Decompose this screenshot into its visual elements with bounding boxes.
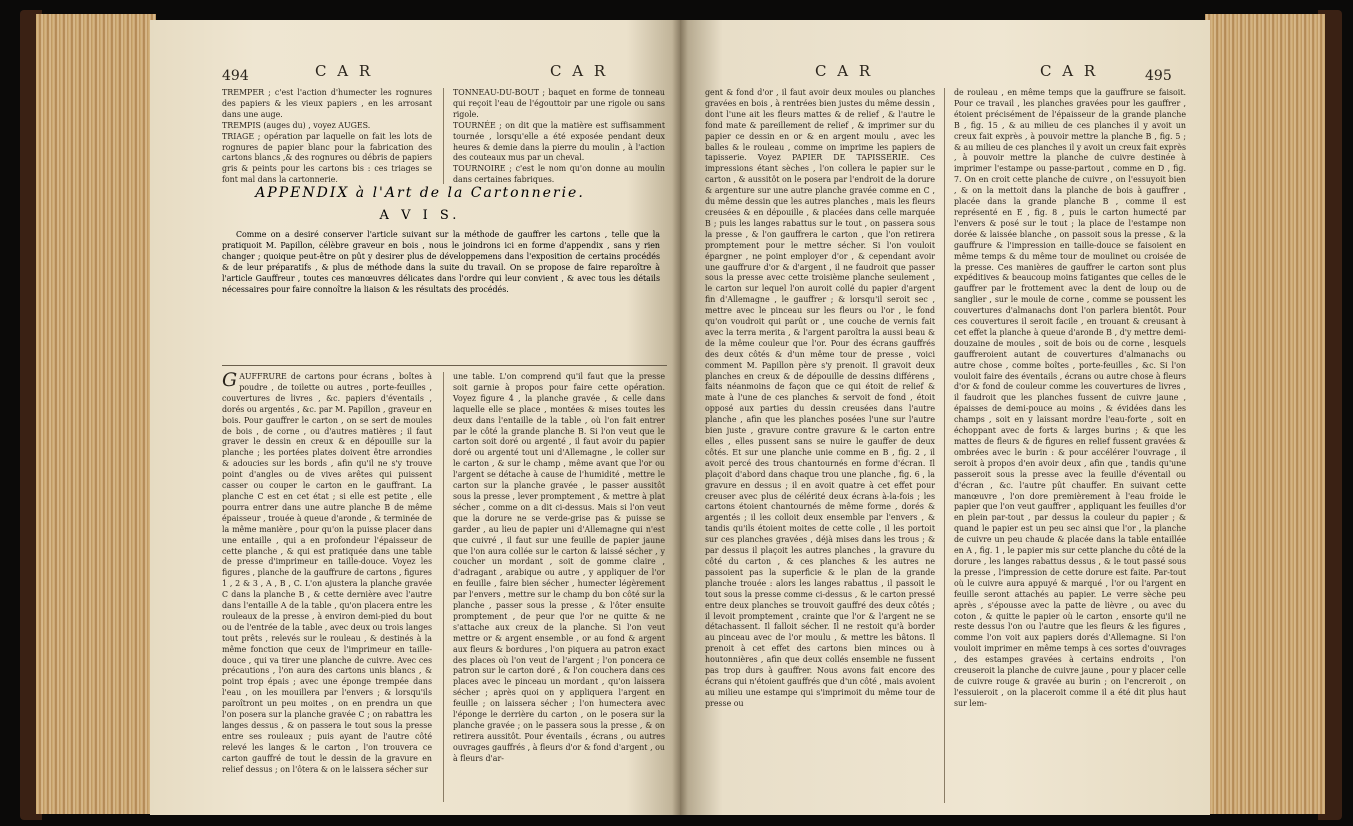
column-divider xyxy=(443,88,444,184)
left-column-2-entries xyxy=(453,88,665,186)
right-column-1-text: gent & fond d'or , il faut avoir deux moules ou planches gravées en bois , à rentrées bien justes du même dessin , dont l'une ait les fleurs mattes & de relief , & l'autre le fond mate & pareillement de relief , & imprimer sur du papier ce dessin en or & en argent moulu , avec les balles & le rouleau , comme on imprime les papiers de tapisserie. Voyez PAPIER DE TAPISSERIE. Ces impressions étant sèches , l'on collera le papier sur le carton , & aussitôt on le posera par l'endroit de la dorure & argenture sur une autre planche gravée comme en C , du même dessin que les autres planches , mais les fleurs creusées & en dépouille , & placées dans celle marquée B ; puis les langes rabattus sur le tout , on passera sous la presse , & l'on gauffrera le carton , que l'on retirera promptement pour le mettre sécher. Si l'on vouloit épargner , ne point employer d'or , & cependant avoir une gauffrure d'or & d'argent , il ne faudroit que passer sous la presse avec cette troisième planche seulement , le carton sur lequel l'on auroit collé du papier d'argent fin d'Allemagne , le gauffrer ; & lorsqu'il seroit sec , mettre avec le pinceau sur les fleurs ou l'or , le fond qu'on voudroit qui parût or , une couche de vernis fait avec la terra merita , & l'argent paroîtra la aussi beau & de la même couleur que l'or. Pour des écrans gauffrés des deux côtés & d'un même tour de presse , voici comment M. Papillon père s'y prenoit. Il gravoit deux planches en creux & de dépouille de dessins différens , faits néanmoins de façon que ce qui étoit de relief & mate à l'une de ces planches & servoit de fond , étoit opposé aux parties du dessin creusées dans l'autre planche , afin que les planches posées l'une sur l'autre bien juste , gravure contre gravure & le carton entre elles , elles pussent sans se nuire le gauffer de deux côtés. Et sur une planche unie comme en B , fig. 2 , il avoit percé des trous chantournés en forme d'écran. Il plaçoit d'abord dans chaque trou une planche , fig. 6 , la gravure en dessus ; il en avoit quatre à cet effet pour creuser avec plus de célérité deux écrans à-la-fois ; les cartons étoient chantournés de même forme , dorés & argentés ; il les colloit deux ensemble par l'envers , & tandis qu'ils étoient moites de cette colle , il les portoit sur ces planches gravées , déjà mises dans les trous ; & par dessus il plaçoit les autres planches , la gravure du côté du carton , & ces planches & les autres ne passoient pas la superficie & le plan de la grande planche trouée : alors les langes rabattus , il passoit le tout sous la presse comme ci-dessus , & le carton pressé entre deux planches se trouvoit gauffré des deux côtés ; il levoit promptement , crainte que l'or & l'argent ne se détachassent. Il falloit sécher. Il ne restoit qu'à border au pinceau avec de l'or moulu , & mettre les bâtons. Il prenoit à cet effet des cartons bien minces ou à houtonnières , afin que deux collés ensemble ne fussent pas trop durs à gauffrer. Nous avons fait encore des écrans qui n'étoient gauffrés que d'un côté , mais avoient au milieu une estampe qui s'imprimoit du même tour de presse ou xyxy=(705,88,935,708)
page-number-right: 495 xyxy=(1145,68,1172,84)
entry-trempis: TREMPIS (auges du) , voyez AUGES. xyxy=(222,120,371,130)
page-edges-right xyxy=(1205,14,1325,814)
appendix-title: APPENDIX à l'Art de la Cartonnerie. xyxy=(255,185,585,201)
avis-heading: A V I S. xyxy=(379,208,461,223)
gauffrure-text-part1: AUFFRURE de cartons pour écrans , boîtes à poudre , de toilette ou autres , porte-feuilles , couvertures de livres , &c. papiers d'éventails , dorés ou argentés , &c. par M. Papillon , graveur en bois. Pour gauffrer le carton , on se sert de moules de bois , de corne , ou d'autres matières ; il faut graver le dessin en creux & en dépouille sur la planche ; les portées plates doivent être arrondies & adoucies sur les bords , afin qu'il ne s'y trouve point d'angles ou de vives arêtes qui puissent casser ou couper le carton en le gauffrant. La planche C est en cet état ; si elle est petite , elle pourra entrer dans une autre planche B de même épaisseur , trouée à queue d'aronde , & terminée de la même manière , pour qu'on la puisse placer dans une entaille , qui a en profondeur l'épaisseur de cette planche , & qui est pratiquée dans une table de presse d'imprimeur en taille-douce. Voyez les figures , planche de la gauffrure de cartons , figures 1 , 2 & 3 , A , B , C. L'on ajustera la planche gravée C dans la planche B , & cette dernière avec l'autre dans l'entaille A de la table , qu'on placera entre les rouleaux de la presse , à environ demi-pied du bout ou de l'entrée de la table , avec deux ou trois langes tout prêts , relevés sur le rouleau , & destinés à la même fonction que ceux de l'imprimeur en taille-douce , qui va tirer une planche de cuivre. Avec ces précautions , l'on aura des cartons unis blancs , & point trop épais ; avec une éponge trempée dans l'eau , on les mouillera par l'envers ; & lorsqu'ils paroîtront un peu moites , on en prendra un que l'on posera sur la planche gravée C ; on rabattra les langes dessus , & on passera le tout sous la presse entre ses rouleaux ; puis ayant de l'autre côté relevé les langes & le carton , l'on trouvera ce carton gauffré de tout le dessin de la gravure en relief dessus ; on l'ôtera & on le laissera sécher sur xyxy=(222,372,432,774)
running-header-left-col1: C A R xyxy=(315,62,374,80)
entry-tremper: TREMPER ; c'est l'action d'humecter les rognures des papiers & les vieux papiers , en les arrosant dans une auge. xyxy=(222,88,432,119)
column-divider xyxy=(443,372,444,802)
avis-paragraph: Comme on a desiré conserver l'article suivant sur la méthode de gauffrer les cartons , telle que la pratiquoit M. Papillon, célèbre graveur en bois , nous le joindrons ici en forme d'appendix , sans y rien changer ; quoique peut-être on pût y desirer plus de développemens dans l'exposition de certains procédés & de leur préparatifs , & plus de méthode dans la suite du travail. On se propose de faire reparoître à l'article Gauffreur , toutes ces manœuvres délicates dans l'ordre qui leur convient , & avec tous les détails nécessaires pour faire connoître la liaison & les résultats des procédés. xyxy=(222,230,660,294)
page-number-left: 494 xyxy=(222,68,249,84)
left-page xyxy=(150,20,680,815)
gauffrure-text-part2: une table. L'on comprend qu'il faut que la presse soit garnie à propos pour faire cette opération. Voyez figure 4 , la planche gravée , & celle dans laquelle elle se place , montées & mises toutes les deux dans l'entaille de la table , où l'on fait entrer par le côté la grande planche B. Si l'on veut que le carton soit doré ou argenté , il faut avoir du papier doré ou argenté tout uni d'Allemagne , le coller sur le carton , & sur le champ , même avant que l'or ou l'argent se détache à cause de l'humidité , mettre le carton sur la planche gravée , le passer aussitôt sous la presse , lever promptement , & mettre à plat sécher , comme on a dit ci-dessus. Mais si l'on veut que la dorure ne se verde-grise pas & puisse se garder , au lieu de papier uni d'Allemagne qui n'est que cuivré , il faut sur une feuille de papier jaune que l'on aura collée sur le carton & laissé sécher , y coucher un mordant , soit de gomme claire , d'adragant , arabique ou autre , y appliquer de l'or en feuille , faire bien sécher , humecter légèrement par l'envers , mettre sur le champ du bon côté sur la planche , passer sous la presse , & l'ôter ensuite promptement , de peur que l'or ne quitte & ne s'attache aux creux de la planche. Si l'on veut mettre or & argent ensemble , or au fond & argent aux fleurs & bordures , l'on piquera au patron exact des places où l'on veut de l'argent ; l'on poncera ce patron sur le carton doré , & l'on couchera dans ces places avec le pinceau un mordant , qu'on laissera sécher ; après quoi on y appliquera l'argent en feuille ; on laissera sécher ; l'on humectera avec l'éponge le derrière du carton , on le posera sur la planche gravée ; on le passera sous la presse , & on retirera aussitôt. Pour éventails , écrans , ou autres ouvrages gauffrés , à fleurs d'or & fond d'argent , ou à fleurs d'ar- xyxy=(453,372,665,763)
column-divider xyxy=(944,88,945,803)
entry-triage: TRIAGE ; opération par laquelle on fait les lots de rognures de papier blanc pour la fabrication des cartons blancs ,& des rognures ou débris de papiers gris & peints pour les cartons bis : ces triages se font mal dans la cartonnerie. xyxy=(222,131,432,185)
left-column-4-gauffrure xyxy=(453,372,665,765)
running-header-right-col1: C A R xyxy=(815,62,874,80)
entry-tournoire: TOURNOIRE ; c'est le nom qu'on donne au moulin dans certaines fabriques. xyxy=(453,164,665,185)
book-gutter xyxy=(672,20,688,815)
section-rule xyxy=(222,365,667,366)
left-column-3-gauffrure xyxy=(222,369,432,776)
right-column-2-text: de rouleau , en même temps que la gauffrure se faisoit. Pour ce travail , les planches gravées pour les gauffrer , étoient précisément de l'épaisseur de la grande planche B , fig. 15 , & au milieu de ces planches il y avoit un creux fait exprès , à pouvoir mettre la planche B , fig. 5 ; & au milieu de ces planches il y avoit un creux fait exprès , à pouvoir mettre la planche de cuivre destinée à imprimer l'estampe ou passe-partout , comme en D , fig. 7. On en croit cette planche de cuivre , on l'essuyoit bien , & on la mettoit dans la planche de bois à gauffrer , placée dans la grande planche B , comme il est représenté en E , fig. 8 , puis le carton humecté par l'envers & posé sur le tout ; la place de l'estampe non dorée & laissée blanche , on passoit sous la presse , & la gauffrure & l'impression en taille-douce se faisoient en même temps & du même tour de moulinet ou croisée de la presse. Ces manières de gauffrer le carton sont plus expéditives & beaucoup moins fatigantes que celles de le gauffrer par le frottement avec la dent de loup ou de sanglier , sur le moule de corne , comme se poussent les couvertures d'almanachs dont l'on parlera bientôt. Pour ces couvertures il seroit facile , en trouant & creusant à cet effet la planche à queue d'aronde B , d'y mettre demi-douzaine de moules , soit de bois ou de corne , lesquels gauffreroient autant de couvertures d'almanachs ou autre chose , comme boîtes , porte-feuilles , &c. Si l'on vouloit faire des éventails , écrans ou autre chose à fleurs d'or & fond de couleur comme les couvertures de livres , il faudroit que les planches fussent de cuivre jaune , épaisses de demi-pouce au moins , & évidées dans les champs , soit en y laissant mordre l'eau-forte , soit en échoppant avec de forts & larges burins ; & que les mattes de fleurs & de figures en relief fussent gravées & ombrées avec le burin : & pour accélérer l'ouvrage , il seroit à propos d'en avoir deux , afin que , tandis qu'une passeroit sous la presse avec la feuille d'éventail ou d'écran , &c. l'autre pût chauffer. En suivant cette manœuvre , l'on dore premièrement à l'eau froide le papier que l'on veut gauffrer , appliquant les feuilles d'or en plein par-tout , par dessus la couleur du papier ; & quand le papier est un peu sec ainsi que l'or , la planche de cuivre un peu chaude & placée dans la table entaillée en A , fig. 1 , le papier mis sur cette planche du côté de la dorure , les langes rabattus dessus , & le tout passé sous la presse , l'impression de cette dorure est faite. Par-tout où le cuivre aura appuyé & marqué , l'or ou l'argent en feuille seront attachés au papier. Le verre sèche peu après , s'épousse avec la patte de lièvre , ou avec du coton , & quitte le papier où le carton , ensorte qu'il ne reste dessus l'on ou l'autre que les fleurs & les figures , comme l'on voit aux papiers dorés d'Allemagne. Si l'on vouloit imprimer en même temps à ces sortes d'ouvrages , des estampes gravées à certains endroits , l'on creuseroit la planche de cuivre jaune , pour y placer celle de cuivre rouge & gravée au burin ; on l'encreroit , on l'essuieroit , on la placeroit comme il a été dit plus haut sur lem- xyxy=(954,88,1186,708)
page-edges-left xyxy=(36,14,156,814)
right-column-2 xyxy=(954,88,1186,710)
entry-tournee: TOURNÉE ; on dit que la matière est suffisamment tournée , lorsqu'elle a été exposée pendant deux heures & demie dans la pierre du moulin , à l'action des couteaux mus par un cheval. xyxy=(453,120,665,163)
running-header-left-col2: C A R xyxy=(550,62,609,80)
right-column-1 xyxy=(705,88,935,710)
drop-cap: G xyxy=(222,369,238,391)
left-column-1-entries xyxy=(222,88,432,186)
right-page xyxy=(680,20,1210,815)
running-header-right-col2: C A R xyxy=(1040,62,1099,80)
entry-tonneau: TONNEAU-DU-BOUT ; baquet en forme de tonneau qui reçoit l'eau de l'égouttoir par une rigole ou sans rigole. xyxy=(453,88,665,119)
avis-text xyxy=(222,230,660,295)
